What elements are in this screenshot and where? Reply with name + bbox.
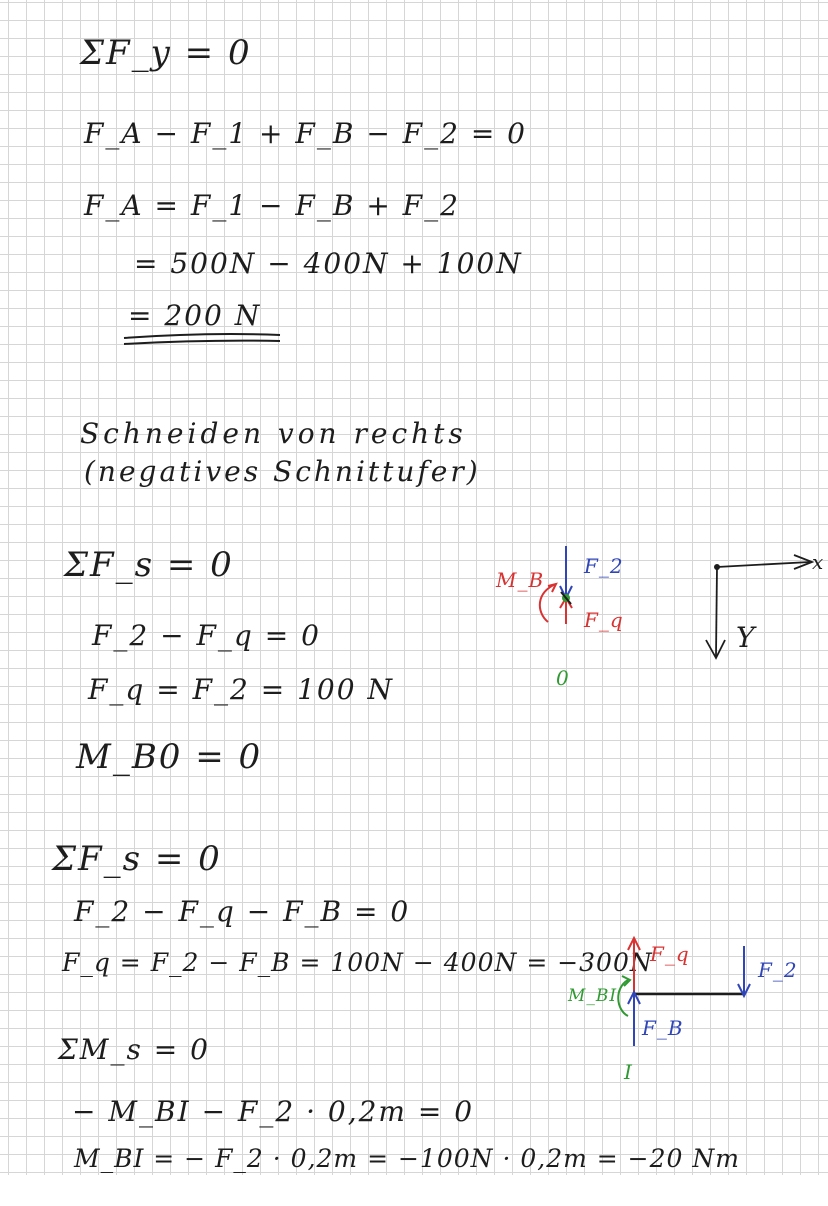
fa-numeric-substitution: = 500N − 400N + 100N	[134, 247, 523, 280]
diagram2-moment-arc	[618, 980, 628, 1016]
sum-moments-equation: ΣM_s = 0	[58, 1033, 210, 1066]
f2-fq-fb-equation: F_2 − F_q − F_B = 0	[74, 895, 411, 928]
sum-fy-equation: ΣF_y = 0	[80, 33, 252, 73]
sum-fs-equation: ΣF_s = 0	[64, 545, 234, 585]
diagram1-force-bottom-label: F_q	[584, 608, 624, 632]
moment-b0-equation: M_B0 = 0	[76, 737, 263, 777]
diagram2-force-2-label: F_2	[758, 958, 798, 982]
diagram2-force-b-label: F_B	[642, 1016, 684, 1040]
fa-solve-equation: F_A = F_1 − F_B + F_2	[84, 189, 460, 222]
moment-result-equation: M_BI = − F_2 · 0,2m = −100N · 0,2m = −20 Nm	[74, 1144, 740, 1173]
section-heading-line2: (negatives Schnittufer)	[84, 455, 481, 488]
section-heading-line1: Schneiden von rechts	[80, 417, 467, 450]
fa-result: = 200 N	[128, 299, 262, 332]
diagram1-force-top-label: F_2	[584, 554, 624, 578]
axis-x-line	[717, 562, 810, 567]
diagram2-moment-label: M_BI	[568, 986, 618, 1006]
sum-fs-equation-2: ΣF_s = 0	[52, 839, 222, 879]
axis-y-line	[716, 567, 717, 656]
f2-fq-equation: F_2 − F_q = 0	[92, 619, 321, 652]
force-balance-equation: F_A − F_1 + F_B − F_2 = 0	[84, 117, 527, 150]
diagram1-moment-label: M_B	[496, 568, 545, 592]
diagram2-force-q-label: F_q	[650, 942, 690, 966]
result-double-underline	[124, 334, 280, 338]
axis-x-label: x	[812, 550, 825, 574]
diagram1-point-label: 0	[556, 666, 570, 690]
diagram2-section-label: I	[624, 1060, 633, 1084]
axis-y-label: Y	[736, 621, 757, 654]
moment-balance-equation: − M_BI − F_2 · 0,2m = 0	[72, 1095, 475, 1128]
diagram1-point	[562, 594, 570, 602]
final-result-double-underline	[572, 1177, 754, 1179]
fq-value-equation: F_q = F_2 = 100 N	[88, 673, 394, 706]
fq-minus-300-equation: F_q = F_2 − F_B = 100N − 400N = −300N	[62, 948, 653, 977]
